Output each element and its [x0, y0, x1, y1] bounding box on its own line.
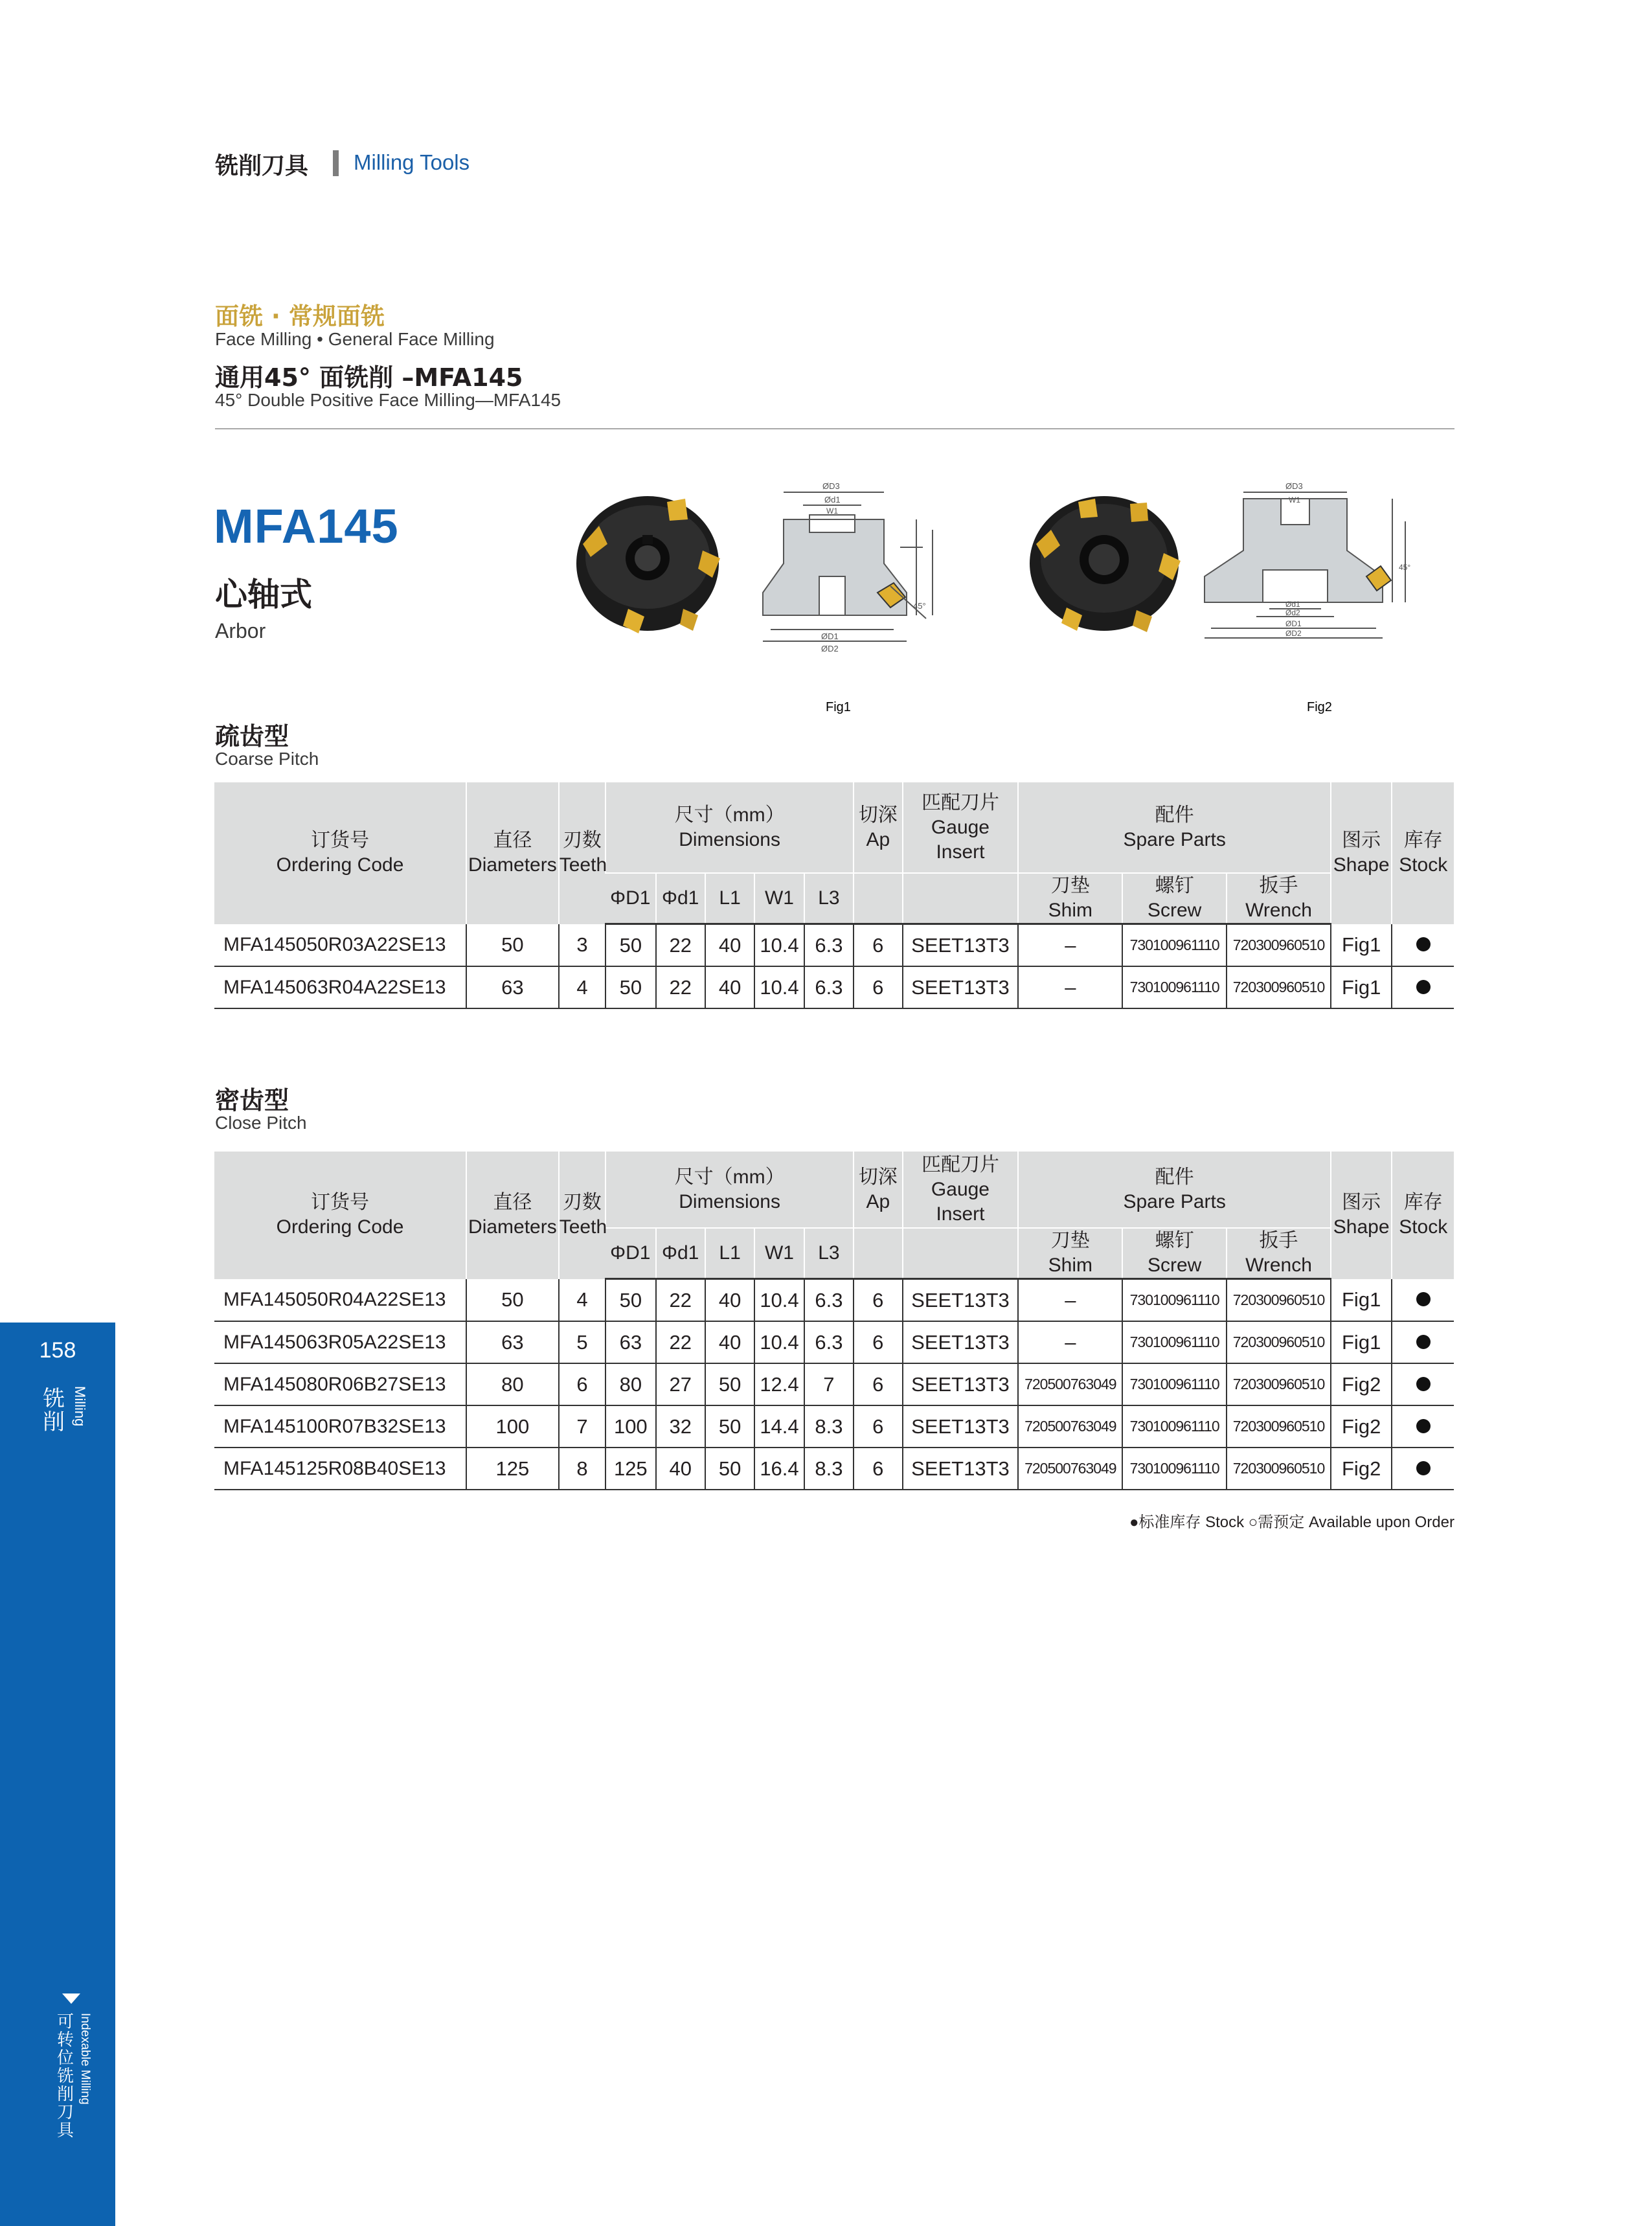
table-row [214, 924, 1454, 967]
close-pitch-title-cn: 密齿型 [215, 1086, 289, 1115]
table-cell: 22 [656, 1321, 705, 1363]
table-cell: 10.4 [754, 1279, 804, 1322]
in-stock-dot-icon [1416, 980, 1431, 994]
table-cell: 6.3 [804, 966, 854, 1008]
table-cell: 6 [854, 1448, 902, 1490]
table-cell: SEET13T3 [903, 1363, 1019, 1405]
in-stock-dot-icon [1416, 937, 1431, 951]
col-ap-sub [854, 1228, 902, 1279]
col-teeth: 刃数 Teeth [559, 782, 605, 924]
page-number: 158 [39, 1338, 76, 1363]
fig2-label: Fig2 [1307, 700, 1332, 714]
product-type-cn: 心轴式 [215, 576, 312, 613]
table-cell: SEET13T3 [903, 1405, 1019, 1448]
table-cell: 6 [854, 924, 902, 967]
stock-cell [1392, 1279, 1454, 1322]
col-l1: L1 [705, 1228, 754, 1279]
col-d1: ΦD1 [605, 873, 655, 924]
table-cell: 40 [656, 1448, 705, 1490]
table-cell: 720300960510 [1227, 1448, 1331, 1490]
table-cell: Fig1 [1331, 924, 1392, 967]
col-d1-small: Φd1 [656, 873, 705, 924]
svg-text:45°: 45° [1399, 563, 1411, 572]
col-l3: L3 [804, 873, 854, 924]
sidebar-section-cn: 铣削 [43, 1386, 65, 1435]
col-shape: 图示 Shape [1331, 1152, 1392, 1279]
table-cell: 22 [656, 966, 705, 1008]
subtitle-en: 45° Double Positive Face Milling—MFA145 [215, 390, 561, 410]
table-cell: 50 [605, 966, 655, 1008]
table-cell: 5 [559, 1321, 605, 1363]
close-pitch-title-en: Close Pitch [215, 1113, 307, 1133]
svg-text:ØD3: ØD3 [1285, 481, 1303, 491]
table-cell: SEET13T3 [903, 1448, 1019, 1490]
table-cell: 6.3 [804, 924, 854, 967]
table-cell: 720300960510 [1227, 1321, 1331, 1363]
in-stock-dot-icon [1416, 1335, 1431, 1349]
category-title-cn: 面铣 · 常规面铣 [215, 302, 385, 330]
col-screw: 螺钉 Screw [1122, 1228, 1227, 1279]
in-stock-dot-icon [1416, 1292, 1431, 1306]
sidebar-chapter-en: Indexable Milling [78, 2013, 92, 2105]
col-ap: 切深 Ap [854, 1152, 902, 1228]
col-d1: ΦD1 [605, 1228, 655, 1279]
table-cell: SEET13T3 [903, 1279, 1019, 1322]
table-cell: 730100961110 [1122, 1448, 1227, 1490]
table-cell: 6 [854, 1279, 902, 1322]
table-cell: Fig2 [1331, 1363, 1392, 1405]
col-stock: 库存 Stock [1392, 1152, 1454, 1279]
stock-cell [1392, 1448, 1454, 1490]
col-screw: 螺钉 Screw [1122, 873, 1227, 924]
table-row [214, 1321, 1454, 1363]
table-cell: 3 [559, 924, 605, 967]
product-type-en: Arbor [215, 619, 266, 642]
table-cell: 125 [605, 1448, 655, 1490]
cutter-image-fig2 [1030, 496, 1181, 632]
table-cell: MFA145063R04A22SE13 [214, 966, 466, 1008]
product-model: MFA145 [214, 499, 399, 553]
cutter-image-fig1 [576, 496, 720, 633]
col-ap-sub [854, 873, 902, 924]
table-cell: 8.3 [804, 1448, 854, 1490]
svg-text:W1: W1 [1289, 495, 1300, 505]
table-cell: 730100961110 [1122, 1279, 1227, 1322]
table-cell: MFA145063R05A22SE13 [214, 1321, 466, 1363]
table-cell: 50 [466, 1279, 559, 1322]
table-cell: Fig2 [1331, 1448, 1392, 1490]
table-cell: MFA145080R06B27SE13 [214, 1363, 466, 1405]
table-cell: 8 [559, 1448, 605, 1490]
stock-cell [1392, 1363, 1454, 1405]
table-cell: 14.4 [754, 1405, 804, 1448]
table-cell: 730100961110 [1122, 1321, 1227, 1363]
table-row [214, 1363, 1454, 1405]
table-cell: MFA145050R03A22SE13 [214, 924, 466, 967]
table-cell: 6 [559, 1363, 605, 1405]
table-cell: 10.4 [754, 1321, 804, 1363]
col-insert: 匹配刀片 Gauge Insert [903, 1152, 1019, 1228]
table-cell: 63 [466, 966, 559, 1008]
table-cell: 12.4 [754, 1363, 804, 1405]
table-cell: Fig2 [1331, 1405, 1392, 1448]
table-cell: 4 [559, 1279, 605, 1322]
svg-text:ØD1: ØD1 [1285, 619, 1302, 628]
header-section-cn: 铣削刀具 [215, 153, 309, 179]
col-dimensions: 尺寸（mm） Dimensions [605, 782, 854, 873]
col-dimensions: 尺寸（mm） Dimensions [605, 1152, 854, 1228]
table-cell: 720300960510 [1227, 1405, 1331, 1448]
table-cell: 720500763049 [1018, 1363, 1122, 1405]
table-cell: Fig1 [1331, 966, 1392, 1008]
stock-cell [1392, 1321, 1454, 1363]
header-section-en: Milling Tools [354, 150, 470, 174]
col-insert-sub [903, 873, 1019, 924]
svg-text:Ød2: Ød2 [1285, 608, 1300, 617]
table-cell: 720300960510 [1227, 924, 1331, 967]
col-wrench: 扳手 Wrench [1227, 1228, 1331, 1279]
table-cell: 22 [656, 1279, 705, 1322]
table-row [214, 1279, 1454, 1322]
table-cell: 720300960510 [1227, 1279, 1331, 1322]
svg-text:45°: 45° [913, 601, 926, 611]
stock-cell [1392, 1405, 1454, 1448]
svg-text:ØD3: ØD3 [822, 481, 840, 491]
table-cell: 730100961110 [1122, 1405, 1227, 1448]
in-stock-dot-icon [1416, 1377, 1431, 1391]
product-figures [557, 466, 1464, 719]
coarse-pitch-table [214, 782, 1454, 1009]
table-cell: 4 [559, 966, 605, 1008]
table-cell: 6 [854, 966, 902, 1008]
table-cell: MFA145050R04A22SE13 [214, 1279, 466, 1322]
table-row [214, 1405, 1454, 1448]
table-cell: 7 [559, 1405, 605, 1448]
table-cell: 6.3 [804, 1321, 854, 1363]
table-cell: 100 [466, 1405, 559, 1448]
col-insert-sub [903, 1228, 1019, 1279]
table-cell: 6 [854, 1363, 902, 1405]
table-cell: 40 [705, 924, 754, 967]
table-cell: MFA145100R07B32SE13 [214, 1405, 466, 1448]
table-row [214, 966, 1454, 1008]
table-cell: 50 [466, 924, 559, 967]
table-cell: 80 [466, 1363, 559, 1405]
table-cell: – [1018, 1321, 1122, 1363]
col-l1: L1 [705, 873, 754, 924]
table-cell: 50 [705, 1448, 754, 1490]
in-stock-dot-icon [1416, 1461, 1431, 1475]
table-cell: 100 [605, 1405, 655, 1448]
table-cell: – [1018, 966, 1122, 1008]
sidebar-chapter-cn: 可转位铣削刀具 [57, 2012, 74, 2141]
col-shape: 图示 Shape [1331, 782, 1392, 924]
technical-drawing-fig1 [763, 481, 933, 653]
col-shim: 刀垫 Shim [1018, 873, 1122, 924]
table-cell: 720300960510 [1227, 966, 1331, 1008]
table-cell: 63 [605, 1321, 655, 1363]
table-cell: 10.4 [754, 924, 804, 967]
table-cell: 720300960510 [1227, 1363, 1331, 1405]
table-cell: 720500763049 [1018, 1448, 1122, 1490]
table-row [214, 1448, 1454, 1490]
svg-text:ØD2: ØD2 [821, 644, 839, 653]
table-cell: 6.3 [804, 1279, 854, 1322]
table-cell: 720500763049 [1018, 1405, 1122, 1448]
col-d1-small: Φd1 [656, 1228, 705, 1279]
col-l3: L3 [804, 1228, 854, 1279]
table-cell: SEET13T3 [903, 966, 1019, 1008]
table-cell: 63 [466, 1321, 559, 1363]
col-w1: W1 [754, 1228, 804, 1279]
col-wrench: 扳手 Wrench [1227, 873, 1331, 924]
table-cell: 16.4 [754, 1448, 804, 1490]
stock-legend: ●标准库存 Stock ○需预定 Available upon Order [1129, 1514, 1454, 1531]
table-cell: – [1018, 924, 1122, 967]
triangle-down-icon [62, 1993, 80, 2004]
coarse-pitch-title-en: Coarse Pitch [215, 749, 319, 769]
sidebar-section-en: Milling [72, 1386, 88, 1427]
table-cell: 50 [705, 1363, 754, 1405]
table-cell: 40 [705, 1279, 754, 1322]
stock-cell [1392, 966, 1454, 1008]
table-cell: 6 [854, 1321, 902, 1363]
table-cell: 32 [656, 1405, 705, 1448]
table-cell: 50 [705, 1405, 754, 1448]
col-stock: 库存 Stock [1392, 782, 1454, 924]
close-pitch-table [214, 1152, 1454, 1490]
in-stock-dot-icon [1416, 1419, 1431, 1433]
table-cell: SEET13T3 [903, 1321, 1019, 1363]
category-title-en: Face Milling • General Face Milling [215, 329, 495, 349]
table-cell: 50 [605, 1279, 655, 1322]
table-cell: Fig1 [1331, 1279, 1392, 1322]
table-cell: 7 [804, 1363, 854, 1405]
table-cell: MFA145125R08B40SE13 [214, 1448, 466, 1490]
stock-cell [1392, 924, 1454, 967]
table-cell: 80 [605, 1363, 655, 1405]
col-w1: W1 [754, 873, 804, 924]
table-cell: 730100961110 [1122, 1363, 1227, 1405]
col-insert: 匹配刀片 Gauge Insert [903, 782, 1019, 873]
col-diameters: 直径 Diameters [466, 1152, 559, 1279]
table-cell: 730100961110 [1122, 966, 1227, 1008]
table-cell: 6 [854, 1405, 902, 1448]
table-cell: SEET13T3 [903, 924, 1019, 967]
svg-text:Ød1: Ød1 [1285, 600, 1300, 609]
table-cell: 40 [705, 966, 754, 1008]
table-cell: 27 [656, 1363, 705, 1405]
col-teeth: 刃数 Teeth [559, 1152, 605, 1279]
col-shim: 刀垫 Shim [1018, 1228, 1122, 1279]
header-divider [333, 150, 339, 176]
technical-drawing-fig2 [1205, 481, 1410, 638]
col-ordering-code: 订货号 Ordering Code [214, 782, 466, 924]
svg-text:Ød1: Ød1 [824, 495, 841, 505]
table-cell: Fig1 [1331, 1321, 1392, 1363]
subtitle-cn: 通用45° 面铣削 –MFA145 [215, 363, 523, 392]
table-cell: 22 [656, 924, 705, 967]
col-ap: 切深 Ap [854, 782, 902, 873]
col-spare-parts: 配件 Spare Parts [1018, 1152, 1331, 1228]
table-cell: 730100961110 [1122, 924, 1227, 967]
col-diameters: 直径 Diameters [466, 782, 559, 924]
table-cell: 50 [605, 924, 655, 967]
svg-text:W1: W1 [826, 506, 838, 516]
col-spare-parts: 配件 Spare Parts [1018, 782, 1331, 873]
title-rule [215, 428, 1454, 429]
col-ordering-code: 订货号 Ordering Code [214, 1152, 466, 1279]
fig1-label: Fig1 [826, 700, 851, 714]
table-cell: 10.4 [754, 966, 804, 1008]
svg-text:ØD2: ØD2 [1285, 629, 1302, 638]
table-cell: 40 [705, 1321, 754, 1363]
table-cell: 125 [466, 1448, 559, 1490]
table-cell: 8.3 [804, 1405, 854, 1448]
coarse-pitch-title-cn: 疏齿型 [215, 722, 289, 751]
table-cell: – [1018, 1279, 1122, 1322]
svg-text:ØD1: ØD1 [821, 631, 839, 641]
